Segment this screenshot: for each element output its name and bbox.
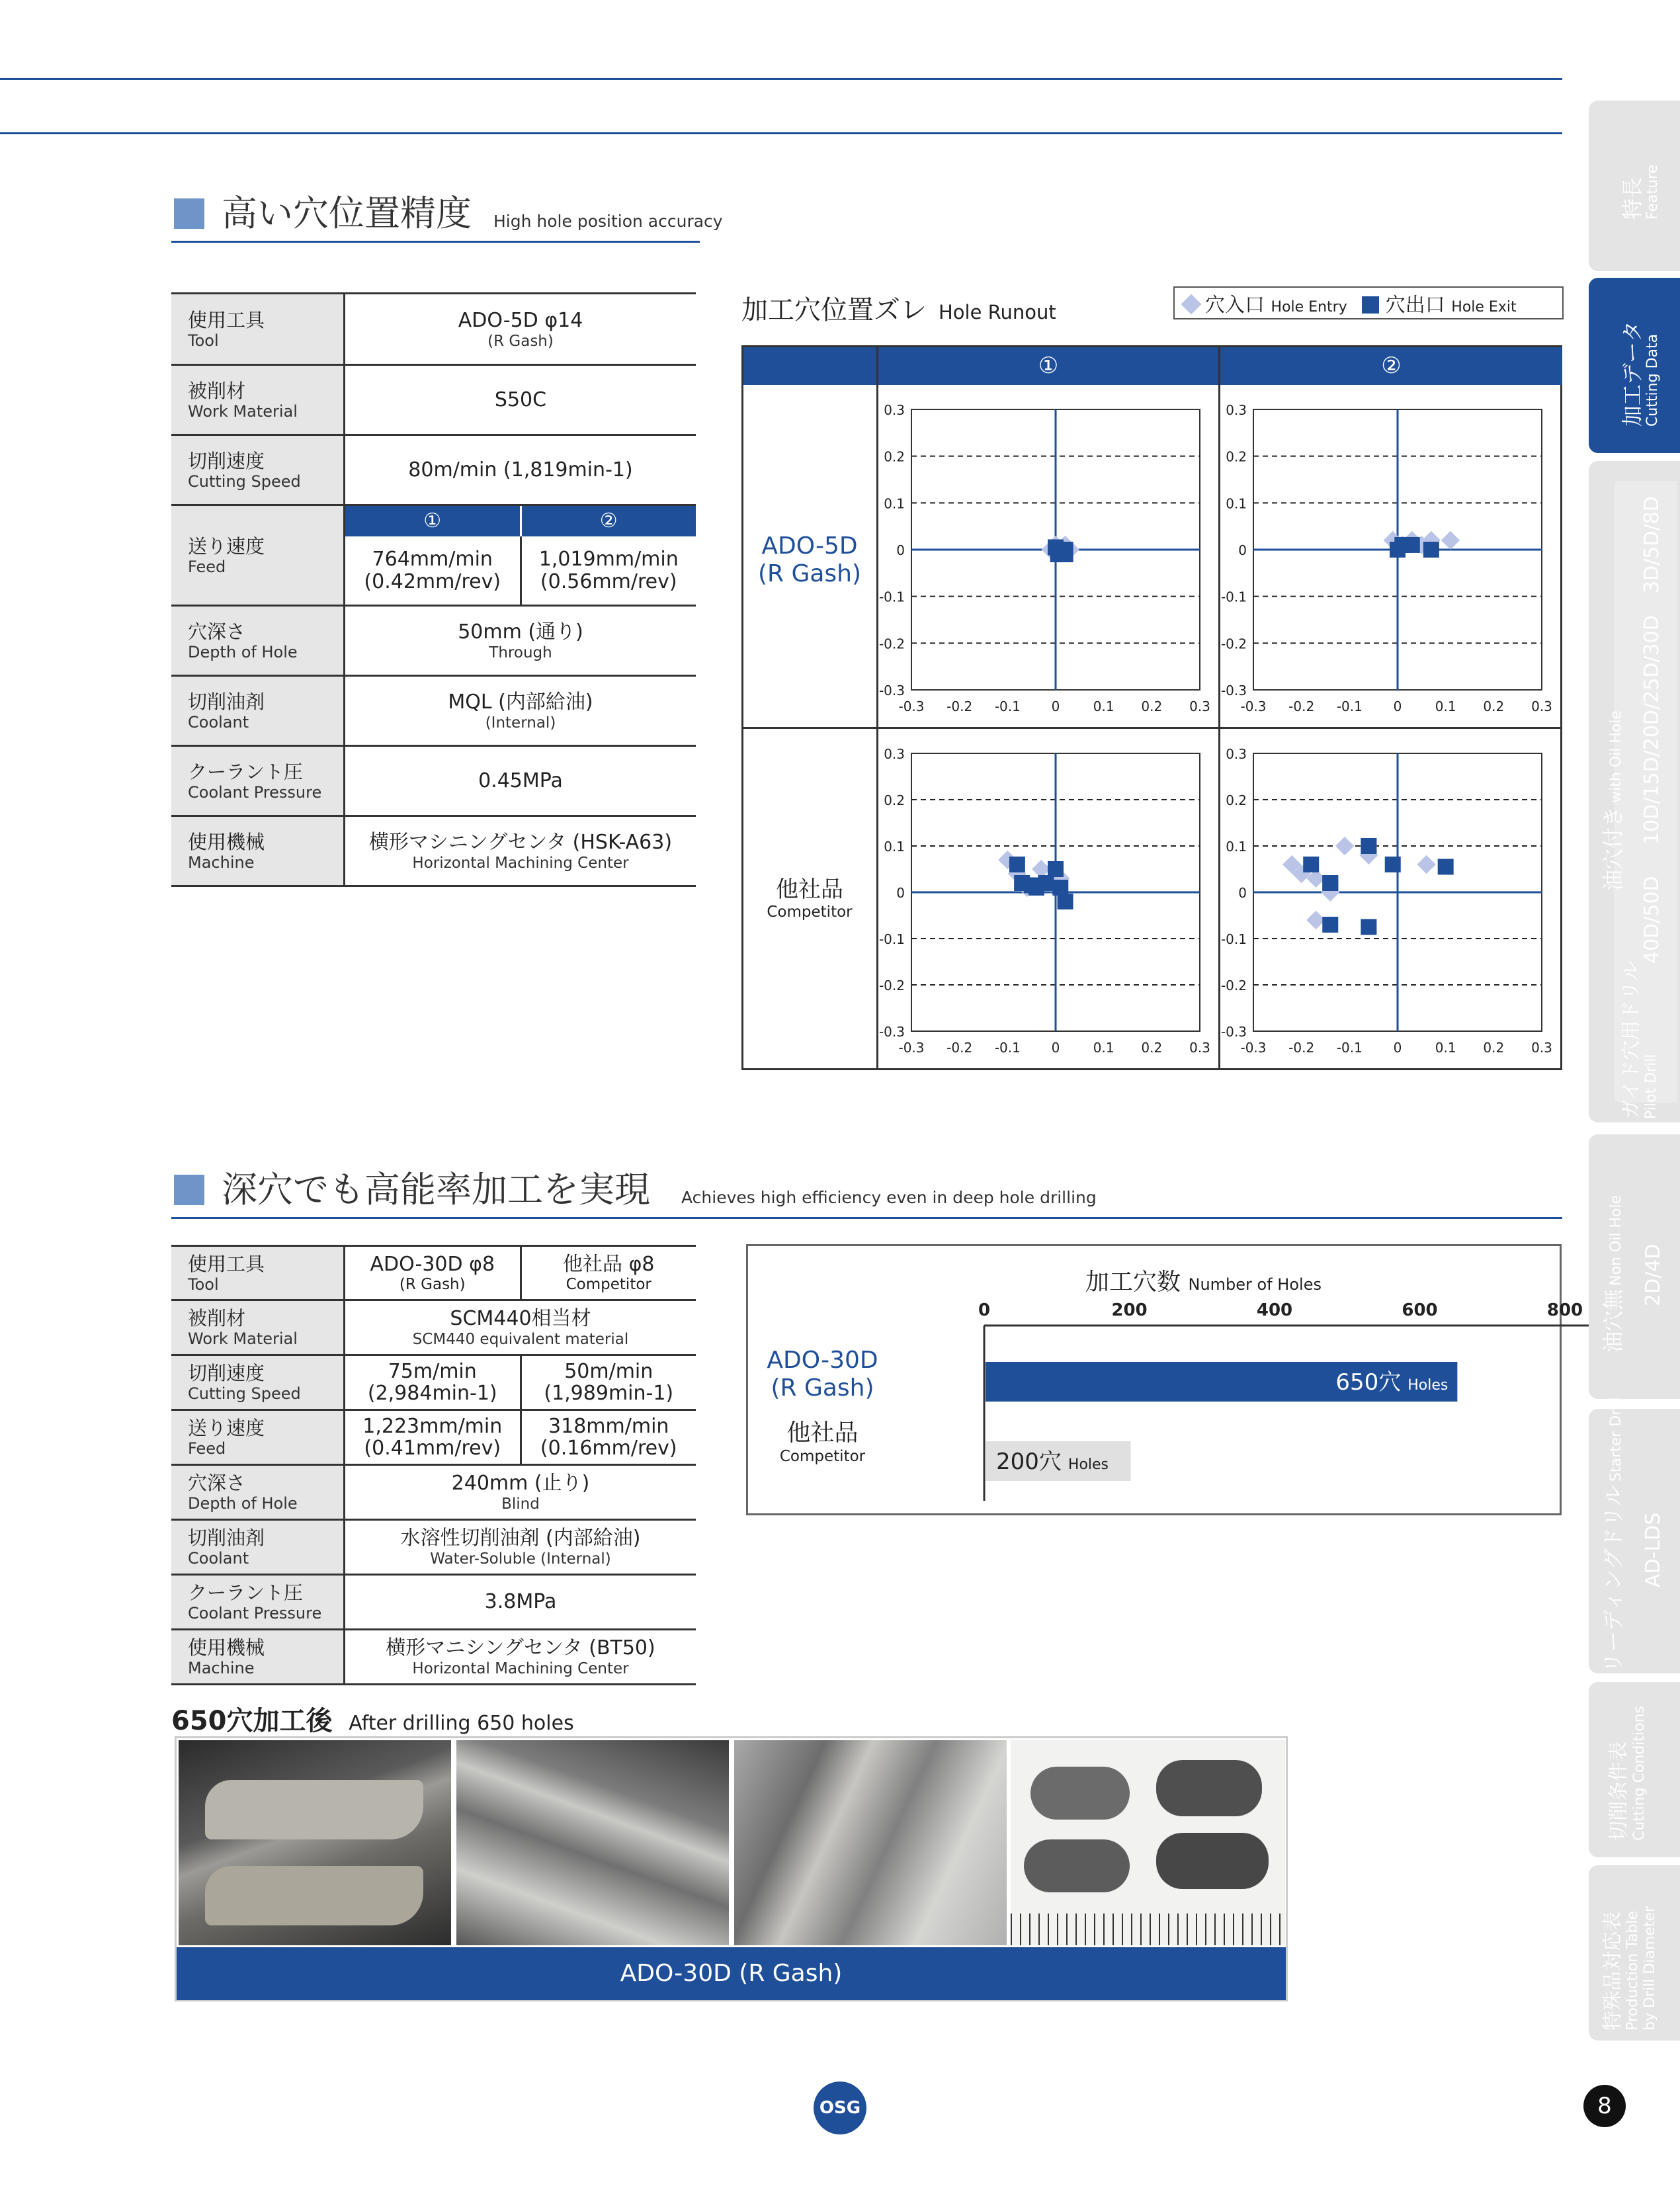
label-en: Machine <box>188 1659 255 1677</box>
y-tick-label: -0.3 <box>878 1024 905 1040</box>
spec-row-speed <box>171 1356 696 1411</box>
legend-exit-jp: 穴出口 <box>1385 294 1445 317</box>
runout-title-jp: 加工穴位置ズレ <box>741 295 927 325</box>
value: ADO-5D φ14 <box>458 308 583 332</box>
label-en: Tool <box>188 1275 219 1294</box>
section1-rule <box>171 241 700 243</box>
runout-title <box>741 289 1056 327</box>
legend-entry-en: Hole Entry <box>1271 299 1347 316</box>
exit-point <box>1322 917 1338 933</box>
spec-row-material <box>171 366 696 436</box>
row-label-sub: (R Gash) <box>771 1374 874 1402</box>
holes-chart-title <box>748 1263 1560 1297</box>
tab-cutting-data[interactable] <box>1589 278 1680 453</box>
section2-rule <box>171 1217 1562 1219</box>
value: 3.8MPa <box>484 1590 557 1613</box>
spec-row-speed <box>171 436 696 506</box>
x-tick-label: -0.3 <box>1240 698 1267 714</box>
tab-label-en: with Oil Hole <box>1608 710 1624 803</box>
spec-row-machine <box>171 817 696 887</box>
exit-point <box>1009 857 1025 872</box>
square-icon <box>1362 296 1379 314</box>
label-jp: 穴深さ <box>188 1472 246 1494</box>
y-tick-label: 0.1 <box>1226 495 1247 512</box>
holes-title-jp: 加工穴数 <box>1085 1269 1181 1296</box>
feed-value-1-sub: (0.42mm/rev) <box>364 569 501 593</box>
subtab-pilot-drill[interactable] <box>1620 960 1659 1119</box>
label-jp: 送り速度 <box>188 1417 265 1439</box>
y-tick-label: 0.3 <box>884 746 905 762</box>
x-tick-label: -0.2 <box>946 1040 973 1056</box>
feed-value-2-sub: (0.16mm/rev) <box>540 1437 677 1460</box>
y-tick-label: -0.2 <box>1220 978 1247 993</box>
x-tick-label: 200 <box>1111 1300 1148 1320</box>
y-tick-label: -0.3 <box>1220 683 1247 698</box>
tab-label-en: Pilot Drill <box>1643 1054 1659 1119</box>
tab-feature-text <box>1620 107 1661 220</box>
x-tick-label: 0 <box>1051 1040 1060 1056</box>
exit-point <box>1385 857 1401 872</box>
x-tick-label: 0 <box>1393 698 1402 714</box>
y-tick-label: 0.3 <box>884 402 905 418</box>
label-en: Tool <box>188 331 219 350</box>
spec-row-material <box>171 1301 696 1356</box>
x-tick-label: -0.3 <box>898 1040 925 1056</box>
row-label-competitor <box>743 876 876 921</box>
y-tick-label: 0.1 <box>884 839 905 855</box>
drill-photo-2 <box>456 1740 729 1945</box>
tab-starter-drill[interactable] <box>1589 1397 1680 1673</box>
y-tick-label: 0.2 <box>884 448 905 465</box>
y-tick-label: 0.3 <box>1226 746 1247 762</box>
x-tick-label: -0.1 <box>1336 698 1363 714</box>
section1-title: 高い穴位置精度 <box>222 192 472 234</box>
chip-shape <box>1030 1767 1130 1820</box>
ruler-scale <box>1011 1914 1285 1945</box>
x-tick-label: -0.1 <box>994 698 1021 714</box>
scatter-plot-2 <box>1220 385 1560 727</box>
label-jp: 被削材 <box>188 379 246 402</box>
tab-conditions-text <box>1607 1682 1648 1841</box>
value-1: ADO-30D φ8 <box>370 1252 495 1276</box>
holes-bar-plot <box>887 1300 1583 1507</box>
section1-subtitle: High hole position accuracy <box>493 212 723 231</box>
x-tick-label: 0.1 <box>1093 1040 1114 1056</box>
row-label-ado5d <box>743 532 876 588</box>
label-jp: 使用工具 <box>188 1252 265 1275</box>
y-tick-label: -0.2 <box>878 978 905 993</box>
spec-row-depth <box>171 1466 696 1521</box>
speed-value-2-sub: (1,989min-1) <box>544 1382 674 1405</box>
col-header-2: ② <box>520 506 696 536</box>
x-tick-label: -0.1 <box>994 1040 1021 1056</box>
tab-oil-text <box>1597 481 1627 891</box>
x-tick-label: 0 <box>978 1300 991 1320</box>
tab-label: 切削条件表 <box>1607 1742 1630 1841</box>
label-jp: 切削油剤 <box>188 690 265 713</box>
feed-value-1-sub: (0.41mm/rev) <box>364 1437 501 1460</box>
x-tick-label: 0.3 <box>1531 698 1552 714</box>
value: 水溶性切削油剤 (内部給油) <box>400 1527 641 1550</box>
holes-row-label-ado <box>755 1347 890 1402</box>
tab-cutting-data-text <box>1620 294 1661 427</box>
holes-title-en: Number of Holes <box>1188 1275 1322 1294</box>
row-label-main: ADO-30D <box>767 1347 878 1374</box>
tab-label-en: Production Table <box>1624 1911 1641 2031</box>
bar-data-label: 200穴 Holes <box>996 1449 1109 1475</box>
x-tick-label: 0.2 <box>1483 1040 1505 1056</box>
drill-photo-4 <box>1011 1740 1285 1945</box>
value: SCM440相当材 <box>450 1307 591 1330</box>
tab-production-table[interactable] <box>1589 1865 1680 2041</box>
x-tick-label: -0.2 <box>1288 698 1315 714</box>
label-en: Depth of Hole <box>188 642 298 661</box>
y-tick-label: 0 <box>896 885 905 901</box>
exit-point <box>1058 894 1073 909</box>
holes-chart <box>746 1244 1583 1515</box>
label-en: Machine <box>188 853 255 872</box>
spec-row-tool <box>171 294 696 366</box>
tab-label-en: Cutting Data <box>1644 333 1661 427</box>
y-tick-label: 0 <box>1238 885 1247 901</box>
exit-point <box>1038 875 1054 891</box>
chip-shape <box>1024 1839 1130 1892</box>
exit-point <box>1303 857 1319 872</box>
y-tick-label: 0.2 <box>1226 792 1247 808</box>
x-tick-label: 400 <box>1256 1300 1293 1320</box>
label-en: Feed <box>188 1439 226 1458</box>
label-jp: 送り速度 <box>188 534 265 558</box>
label-en: Work Material <box>188 401 298 421</box>
scatter-plot-3 <box>878 729 1218 1068</box>
x-tick-label: 0.2 <box>1483 698 1505 714</box>
value: 横形マニシングセンタ (BT50) <box>386 1636 655 1660</box>
tab-label: 油穴無 <box>1601 1288 1626 1353</box>
bar-data-label: 650穴 Holes <box>1335 1369 1449 1396</box>
exit-point <box>1361 919 1376 935</box>
speed-value-2: 50m/min <box>564 1360 653 1383</box>
tab-label: ガイド穴用ドリル <box>1620 960 1643 1119</box>
x-tick-label: -0.2 <box>946 698 973 714</box>
y-tick-label: -0.1 <box>1220 589 1247 605</box>
value: 80m/min (1,819min-1) <box>408 458 633 482</box>
row-label-main: 他社品 <box>786 1419 859 1447</box>
value-sub: Horizontal Machining Center <box>412 1660 629 1677</box>
chip-shape <box>1156 1833 1269 1889</box>
exit-point <box>1052 880 1068 896</box>
section2-title: 深穴でも高能率加工を実現 <box>222 1169 650 1210</box>
osg-logo: OSG <box>814 2082 866 2134</box>
drill-edge-shape <box>205 1780 423 1839</box>
x-tick-label: -0.3 <box>1240 1040 1267 1056</box>
legend-exit-en: Hole Exit <box>1451 299 1517 316</box>
value-sub: Water-Soluble (Internal) <box>430 1550 611 1568</box>
label-en: Feed <box>188 557 226 576</box>
drill-photo-1 <box>179 1740 451 1945</box>
value: MQL (内部給油) <box>448 690 593 714</box>
tab-label: 油穴付き <box>1601 806 1626 891</box>
tab-label: 加工データ <box>1620 320 1645 427</box>
label-jp: 使用工具 <box>188 308 265 331</box>
y-tick-label: -0.2 <box>878 636 905 652</box>
photo-caption: ADO-30D (R Gash) <box>177 1947 1286 2000</box>
tab-feature[interactable] <box>1589 101 1680 271</box>
y-tick-label: -0.1 <box>878 589 905 605</box>
drill-edge-shape <box>205 1866 423 1925</box>
spec-table-1 <box>171 292 696 887</box>
x-tick-label: 0.3 <box>1531 1040 1552 1056</box>
label-jp: 切削油剤 <box>188 1527 265 1549</box>
feed-value-1: 764mm/min <box>372 547 493 571</box>
label-en: Coolant Pressure <box>188 1604 322 1622</box>
label-jp: 被削材 <box>188 1307 246 1329</box>
tab-label: リーディングドリル <box>1601 1485 1626 1673</box>
tab-cutting-conditions[interactable] <box>1589 1682 1680 1857</box>
row-label-main: 他社品 <box>776 876 843 903</box>
y-tick-label: -0.3 <box>878 683 905 698</box>
speed-value-1: 75m/min <box>388 1360 477 1383</box>
y-tick-label: -0.3 <box>1220 1024 1247 1040</box>
x-tick-label: 0.1 <box>1435 698 1456 714</box>
subtab-2d4d[interactable]: 2D/4D <box>1642 1243 1665 1306</box>
row-label-sub: Competitor <box>779 1448 866 1465</box>
x-tick-label: 0.2 <box>1141 1040 1163 1056</box>
label-en: Depth of Hole <box>188 1494 298 1513</box>
x-tick-label: -0.2 <box>1288 1040 1315 1056</box>
value: 0.45MPa <box>478 769 563 792</box>
exit-point <box>1322 875 1338 891</box>
value-sub: Through <box>489 644 552 661</box>
tab-non-oil-text <box>1597 1154 1627 1353</box>
label-jp: 穴深さ <box>188 620 246 643</box>
holes-row-label-competitor <box>755 1419 890 1466</box>
spec-row-coolant <box>171 677 696 747</box>
page-number: 8 <box>1583 2085 1626 2127</box>
entry-point <box>1335 837 1354 855</box>
drill-photo-3 <box>734 1740 1007 1945</box>
scatter-plot-1 <box>878 385 1218 727</box>
label-jp: 使用機械 <box>188 830 265 853</box>
value: 横形マシニングセンタ (HSK-A63) <box>368 830 673 854</box>
y-tick-label: 0.1 <box>884 495 905 512</box>
runout-title-en: Hole Runout <box>939 301 1056 323</box>
row-label-sub: Competitor <box>767 904 853 921</box>
value-2: 他社品 φ8 <box>563 1252 655 1276</box>
chip-shape <box>1156 1760 1262 1816</box>
x-tick-label: 0.3 <box>1189 698 1210 714</box>
row-label-sub: (R Gash) <box>757 560 862 587</box>
label-jp: 切削速度 <box>188 449 265 472</box>
diamond-icon <box>1181 294 1201 314</box>
spec-row-feed <box>171 506 696 607</box>
scatter-plot-4 <box>1220 729 1560 1068</box>
x-tick-label: 0 <box>1051 698 1060 714</box>
tab-label-en2: by Drill Diameter <box>1642 1906 1658 2031</box>
tab-non-oil-hole[interactable] <box>1589 1134 1680 1399</box>
feed-value-2: 318mm/min <box>548 1415 669 1438</box>
section-square-icon <box>174 1175 204 1205</box>
legend-entry <box>1184 288 1347 317</box>
after-title-jp: 650穴加工後 <box>171 1706 333 1736</box>
tab-starter-text <box>1597 1397 1627 1673</box>
y-tick-label: 0.1 <box>1226 839 1247 855</box>
x-tick-label: 0.1 <box>1435 1040 1456 1056</box>
x-tick-label: 600 <box>1402 1300 1438 1320</box>
y-tick-label: 0 <box>896 542 905 558</box>
tab-label-en: Feature <box>1644 164 1661 220</box>
tab-label: 特殊品対応表 <box>1601 1912 1624 2031</box>
tab-label-en: Non Oil Hole <box>1608 1195 1624 1286</box>
x-tick-label: 0 <box>1393 1040 1402 1056</box>
value-sub: SCM440 equivalent material <box>412 1331 629 1348</box>
label-jp: クーラント圧 <box>188 1581 304 1604</box>
value: S50C <box>494 388 547 411</box>
top-rule <box>0 78 1562 80</box>
spec-row-feed <box>171 1411 696 1466</box>
tab-with-oil-hole[interactable] <box>1589 461 1680 1122</box>
exit-point <box>1058 542 1073 558</box>
x-tick-label: -0.1 <box>1336 1040 1363 1056</box>
x-tick-label: 0.1 <box>1093 698 1114 714</box>
exit-point <box>1404 537 1420 553</box>
spec-table-2 <box>171 1245 696 1685</box>
y-tick-label: -0.1 <box>1220 931 1247 947</box>
label-en: Work Material <box>188 1329 298 1348</box>
label-jp: クーラント圧 <box>188 760 304 783</box>
y-tick-label: 0.3 <box>1226 402 1247 418</box>
value: 50mm (通り) <box>458 620 583 644</box>
spec-row-machine <box>171 1630 696 1685</box>
runout-legend <box>1173 286 1564 319</box>
tab-label-en: Starter Drill <box>1608 1397 1624 1482</box>
spec-row-pressure <box>171 747 696 817</box>
value-sub: Horizontal Machining Center <box>412 854 629 872</box>
x-tick-label: -0.3 <box>898 698 925 714</box>
value-sub: (R Gash) <box>487 332 554 350</box>
after-title <box>171 1700 574 1738</box>
subtab-10d-30d[interactable]: 10D/15D/20D/25D/30D <box>1640 615 1663 845</box>
legend-exit <box>1362 288 1517 317</box>
y-tick-label: -0.1 <box>878 931 905 947</box>
exit-point <box>1048 861 1064 877</box>
col-header-1: ① <box>423 509 442 532</box>
label-en: Cutting Speed <box>188 472 301 491</box>
tab-production-text <box>1602 1872 1659 2031</box>
x-tick-label: 0.2 <box>1141 698 1163 714</box>
label-en: Coolant <box>188 712 249 732</box>
after-title-en: After drilling 650 holes <box>349 1712 574 1735</box>
speed-value-1-sub: (2,984min-1) <box>367 1382 497 1405</box>
exit-point <box>1423 542 1439 558</box>
y-tick-label: 0.2 <box>884 792 905 808</box>
runout-panel <box>741 345 1562 1070</box>
x-tick-label: 0.3 <box>1189 1040 1210 1056</box>
subtab-40d50d[interactable]: 40D/50D <box>1640 876 1663 964</box>
subtab-ad-lds[interactable]: AD-LDS <box>1642 1512 1665 1587</box>
label-jp: 切削速度 <box>188 1362 265 1384</box>
legend-entry-jp: 穴入口 <box>1205 294 1265 317</box>
y-tick-label: 0.2 <box>1226 448 1247 465</box>
label-en: Cutting Speed <box>188 1384 301 1403</box>
tab-label: 特長 <box>1620 177 1645 220</box>
feed-value-1: 1,223mm/min <box>362 1415 503 1438</box>
spec-row-tool <box>171 1247 696 1301</box>
exit-point <box>1438 859 1454 875</box>
subtab-3d5d8d[interactable]: 3D/5D/8D <box>1640 496 1663 593</box>
exit-point <box>1361 838 1376 854</box>
entry-point <box>1441 531 1460 550</box>
value-sub: Blind <box>501 1495 540 1513</box>
value-1-sub: (R Gash) <box>399 1275 466 1293</box>
row-label-main: ADO-5D <box>761 532 858 560</box>
section-square-icon <box>174 198 204 229</box>
runout-header-corner <box>743 347 876 385</box>
section2-subtitle: Achieves high efficiency even in deep hole drilling <box>681 1188 1097 1207</box>
feed-value-2: 1,019mm/min <box>538 547 679 571</box>
label-jp: 使用機械 <box>188 1636 265 1659</box>
spec-row-coolant <box>171 1521 696 1576</box>
top-rule-2 <box>0 132 1562 134</box>
feed-value-2-sub: (0.56mm/rev) <box>540 569 677 593</box>
label-en: Coolant <box>188 1549 249 1568</box>
label-en: Coolant Pressure <box>188 782 322 802</box>
spec-row-depth <box>171 607 696 677</box>
value: 240mm (止り) <box>451 1472 590 1495</box>
y-tick-label: 0 <box>1238 542 1247 558</box>
runout-col-2: ② <box>1220 347 1562 385</box>
tab-label-en: Cutting Conditions <box>1631 1705 1648 1841</box>
value-sub: (Internal) <box>485 714 556 732</box>
x-tick-label: 800 <box>1546 1300 1583 1320</box>
y-tick-label: -0.2 <box>1220 636 1247 652</box>
runout-col-1: ① <box>878 347 1218 385</box>
entry-point <box>1417 855 1435 874</box>
value-2-sub: Competitor <box>566 1275 651 1293</box>
spec-row-pressure <box>171 1576 696 1630</box>
